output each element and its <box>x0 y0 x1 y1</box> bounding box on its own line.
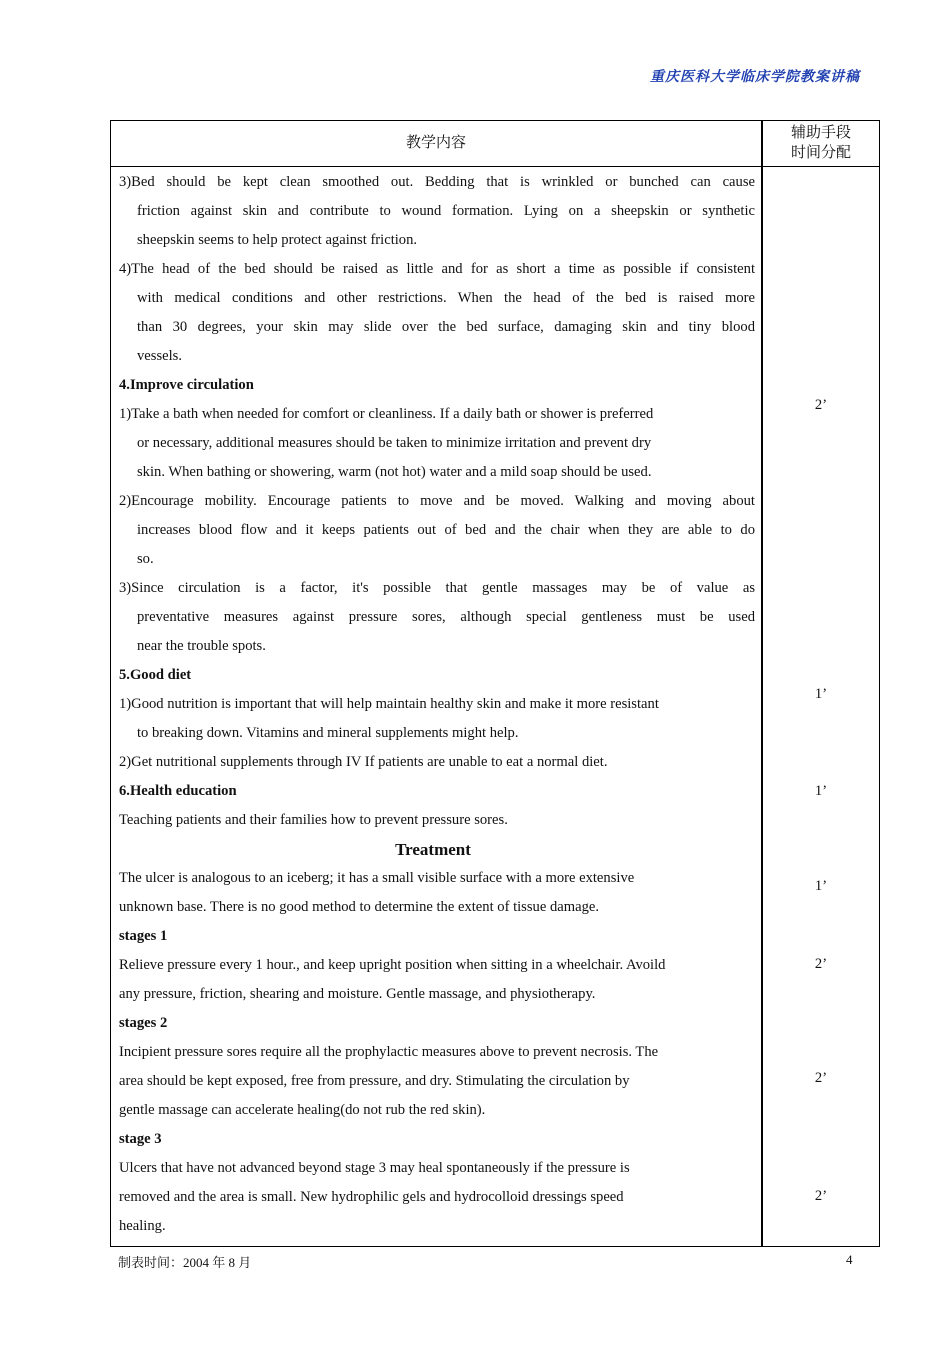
text-line: 3)Bed should be kept clean smoothed out. Bedding that is wrinkled or bunched can cause <box>119 174 755 190</box>
text-line: 2)Get nutritional supplements through IV If patients are unable to eat a normal diet. <box>119 754 608 770</box>
text-line: 1)Good nutrition is important that will help maintain healthy skin and make it more resistant <box>119 696 659 712</box>
subsection-heading: stage 3 <box>119 1131 162 1147</box>
text-line: 2)Encourage mobility. Encourage patients to move and be moved. Walking and moving about <box>119 493 755 509</box>
footer-date: 制表时间：2004 年 8 月 <box>118 1255 252 1270</box>
lesson-table <box>110 120 880 1247</box>
table-header-row <box>111 121 879 167</box>
text-line: area should be kept exposed, free from pressure, and dry. Stimulating the circulation by <box>119 1073 630 1089</box>
text-line: preventative measures against pressure sores, although special gentleness must be used <box>137 609 755 625</box>
time-allocation: 2’ <box>814 956 828 972</box>
subsection-heading: 6.Health education <box>119 783 237 799</box>
text-line: Teaching patients and their families how to prevent pressure sores. <box>119 812 508 828</box>
text-line: unknown base. There is no good method to determine the extent of tissue damage. <box>119 899 599 915</box>
text-line: removed and the area is small. New hydrophilic gels and hydrocolloid dressings speed <box>119 1189 624 1205</box>
text-line: skin. When bathing or showering, warm (not hot) water and a mild soap should be used. <box>137 464 652 480</box>
text-line: with medical conditions and other restrictions. When the head of the bed is raised more <box>137 290 755 306</box>
page-number: 4 <box>846 1252 853 1267</box>
text-line: friction against skin and contribute to wound formation. Lying on a sheepskin or synthetic <box>137 203 755 219</box>
text-line: Incipient pressure sores require all the prophylactic measures above to prevent necrosis. The <box>119 1044 659 1060</box>
column-header-content: 教学内容 <box>405 135 466 151</box>
text-line: vessels. <box>137 348 182 364</box>
subsection-heading: stages 2 <box>119 1015 168 1031</box>
subsection-heading: 4.Improve circulation <box>119 377 254 393</box>
text-line: 1)Take a bath when needed for comfort or cleanliness. If a daily bath or shower is preferred <box>119 406 654 422</box>
time-allocation: 2’ <box>814 397 828 413</box>
text-line: to breaking down. Vitamins and mineral supplements might help. <box>137 725 519 741</box>
text-line: than 30 degrees, your skin may slide over the bed surface, damaging skin and tiny blood <box>137 319 755 335</box>
text-line: 4)The head of the bed should be raised as little and for as short a time as possible if consistent <box>119 261 755 277</box>
time-allocation: 1’ <box>814 686 828 702</box>
column-header-aids <box>763 123 879 163</box>
column-header-aids-line1: 辅助手段 <box>790 125 851 141</box>
subsection-heading: 5.Good diet <box>119 667 192 683</box>
subsection-heading: stages 1 <box>119 928 168 944</box>
text-line: increases blood flow and it keeps patients out of bed and the chair when they are able to do <box>137 522 755 538</box>
text-line: sheepskin seems to help protect against friction. <box>137 232 418 248</box>
text-line: The ulcer is analogous to an iceberg; it has a small visible surface with a more extensive <box>119 870 635 886</box>
text-line: or necessary, additional measures should be taken to minimize irritation and prevent dry <box>137 435 652 451</box>
time-allocation: 1’ <box>814 783 828 799</box>
document-header-title: 重庆医科大学临床学院教案讲稿 <box>650 70 860 85</box>
text-line: so. <box>137 551 154 567</box>
time-allocation: 1’ <box>814 878 828 894</box>
time-allocation: 2’ <box>814 1070 828 1086</box>
teaching-content <box>119 168 755 1241</box>
column-header-aids-line2: 时间分配 <box>790 145 851 161</box>
text-line: near the trouble spots. <box>137 638 266 654</box>
text-line: Relieve pressure every 1 hour., and keep upright position when sitting in a wheelchair. Avoild <box>119 957 666 973</box>
text-line: Ulcers that have not advanced beyond stage 3 may heal spontaneously if the pressure is <box>119 1160 630 1176</box>
time-allocation: 2’ <box>814 1188 828 1204</box>
text-line: 3)Since circulation is a factor, it's possible that gentle massages may be of value as <box>119 580 755 596</box>
section-heading: Treatment <box>395 840 471 859</box>
text-line: any pressure, friction, shearing and moisture. Gentle massage, and physiotherapy. <box>119 986 596 1002</box>
text-line: healing. <box>119 1218 166 1234</box>
text-line: gentle massage can accelerate healing(do not rub the red skin). <box>119 1102 486 1118</box>
